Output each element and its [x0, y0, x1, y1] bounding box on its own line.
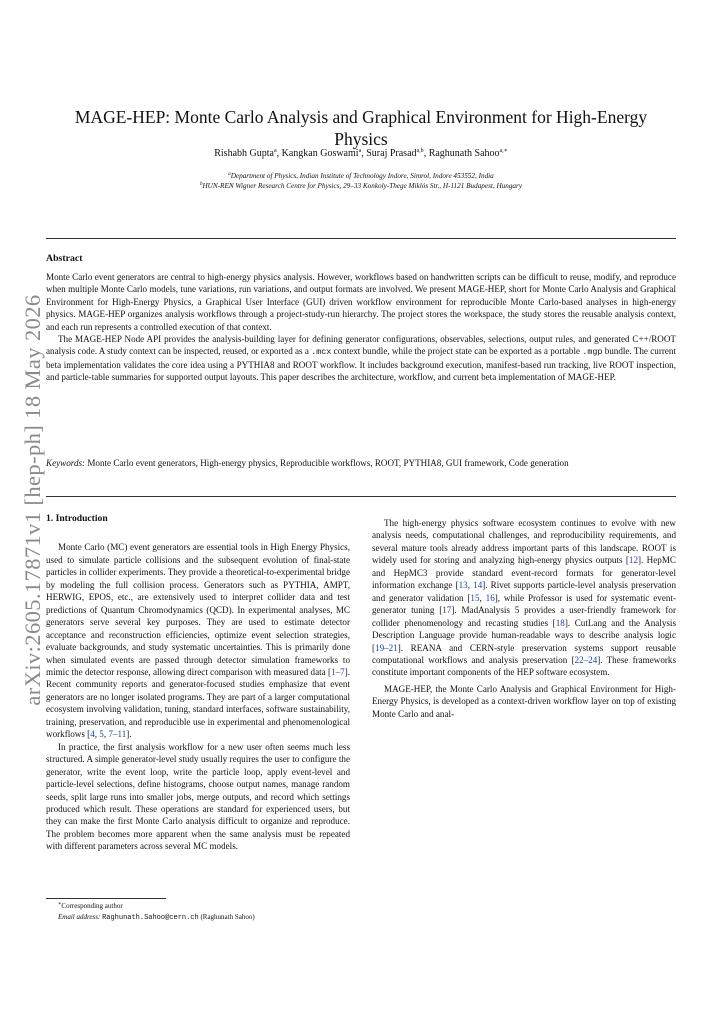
citation-link[interactable]: 19–21 [375, 642, 398, 653]
footnote-corresponding: ∗Corresponding author [58, 902, 123, 910]
divider-bottom [46, 496, 676, 497]
abstract-body [46, 271, 676, 384]
author-list [46, 147, 676, 160]
affiliation: $^a$Department of Physics, Indian Institute of Technology Indore, Simrol, Indore 453552, India [228, 172, 494, 180]
affiliation: $^b$HUN-REN Wigner Research Centre for Physics, 29–33 Konkoly-Thege Miklós Str., H-1121 Budapest, Hungary [199, 182, 523, 190]
citation-link[interactable]: 7–11 [108, 729, 127, 740]
arxiv-identifier: arXiv:2605.17871v1 [hep-ph] 18 May 2026 [20, 294, 45, 706]
affiliations [46, 171, 676, 191]
author: Raghunath Sahoo$^{a,∗}$ [428, 148, 508, 159]
keywords-text: Monte Carlo event generators, High-energy physics, Reproducible workflows, ROOT, PYTHIA8, GUI framework, Code generation [85, 458, 569, 468]
citation-link[interactable]: 5 [99, 729, 104, 740]
citation-link[interactable]: 1–7 [331, 666, 345, 677]
paper-title: MAGE-HEP: Monte Carlo Analysis and Graphical Environment for High-Energy Physics [74, 107, 648, 149]
intro-paragraph: Monte Carlo (MC) event generators are essential tools in High Energy Physics, used to simulate particle collisions and the subsequent evolution of final-state particles in collider experiments. They provide a theoretical-to-experimental bridge by modeling the full collision process. Generators such as PYTHIA, AMPT, HERWIG, EPOS, etc., are extensively used to interpret collider data and test predictions of Quantum Chromodynamics (QCD). In experimental analyses, MC generators serve several key purposes. They are used to estimate detector acceptance and reconstruction efficiencies, optimize event selection strategies, evaluate backgrounds, and study systematic uncertainties. This is primarily done when simulated events are passed through detector simulation frameworks to mimic the detector response, allowing direct comparison with measured data [1–7]. Recent community reports and generator-focused studies emphasize that event generators are no longer isolated programs. They are part of a larger computational ecosystem involving validation, tuning, standard interfaces, software sustainability, training, preservation, and reproducible use in experimental and phenomenological workflows [4, 5, 7–11]. [46, 542, 350, 740]
left-column [46, 513, 350, 853]
arxiv-identifier-stamp [18, 294, 48, 706]
section-heading: 1. Introduction [46, 513, 108, 524]
keywords [46, 457, 676, 469]
footnote-email: Email address: Raghunath.Sahoo@cern.ch (Raghunath Sahoo) [58, 912, 255, 922]
abstract-paragraph: The MAGE-HEP Node API provides the analysis-building layer for defining generator configurations, observables, selections, output rules, and generated C++/ROOT analysis code. A study context can be inspected, reused, or exported as a .mcx context bundle, while the project state can be exported as a portable .mgp bundle. The current beta implementation validates the core idea using a PYTHIA8 and ROOT workflow. It includes background execution, manifest-based run tracking, live ROOT inspection, and particle-table summaries for supported output layouts. This paper describes the architecture, workflow, and current beta implementation of MAGE-HEP. [46, 334, 676, 383]
divider-top [46, 238, 676, 239]
abstract-paragraph: Monte Carlo event generators are central to high-energy physics analysis. However, workflows based on handwritten scripts can be difficult to reuse, modify, and reproduce when multiple Monte Carlo models, tune variations, run variations, and output formats are involved. We present MAGE-HEP, short for Monte Carlo Analysis and Graphical Environment for High-Energy Physics, a Graphical User Interface (GUI) driven workflow environment for reproducible Monte Carlo-based analyses in high-energy physics. MAGE-HEP organizes analysis workflows through a project-study-run hierarchy. The project stores the workspace, the study stores the reusable analysis context, and each run represents a controlled execution of that context. [46, 272, 676, 332]
author: Suraj Prasad$^{a,b}$, [366, 148, 429, 159]
citation-link[interactable]: 4 [90, 729, 95, 740]
right-column [372, 513, 676, 720]
footnote [46, 901, 350, 923]
citation-link[interactable]: 16 [485, 592, 495, 603]
intro-paragraph: The high-energy physics software ecosystem continues to evolve with new analysis needs, computational challenges, and reproducibility requirements, and several mature tools already address important parts of this landscape. ROOT is widely used for storing and analyzing high-energy physics outputs [12]. HepMC and HepMC3 provide standard event-record formats for generator-level information exchange [13, 14]. Rivet supports particle-level analysis preservation and generator validation [15, 16], while Professor is used for systematic event-generator tuning [17]. MadAnalysis 5 provides a user-friendly framework for collider phenomenology and recasting studies [18]. CutLang and the Analysis Description Language provide human-readable ways to describe analysis logic [19–21]. REANA and CERN-style preservation systems support reusable computational workflows and analysis preservation [22–24]. These frameworks constitute important components of the HEP software ecosystem. [372, 518, 677, 678]
citation-link[interactable]: 12 [628, 555, 639, 566]
author: Rishabh Gupta$^a$, [214, 148, 282, 159]
intro-paragraph: In practice, the first analysis workflow for a new user often seems much less structured. A simple generator-level study usually requires the user to configure the generator, write the event loop, write the particle loop, apply event-level and particle-level selections, define histograms, choose output names, manage random seeds, split large runs into smaller jobs, merge outputs, and record which settings produced which result. These operations are standard for experienced users, but they can make the first Monte Carlo analysis difficult to organize and reproduce. The problem becomes more apparent when the same analysis must be repeated with different parameters across several MC models. [46, 741, 350, 852]
author: Kangkan Goswami$^a$, [281, 148, 367, 159]
intro-paragraph: MAGE-HEP, the Monte Carlo Analysis and Graphical Environment for High-Energy Physics, is developed as a context-driven workflow layer on top of existing Monte Carlo and anal- [372, 683, 676, 719]
abstract-heading: Abstract [46, 253, 83, 264]
citation-link[interactable]: 14 [473, 580, 483, 591]
citation-link[interactable]: 15 [470, 592, 480, 603]
citation-link[interactable]: 22–24 [574, 654, 598, 665]
citation-link[interactable]: 17 [442, 605, 452, 616]
email-link[interactable]: Raghunath.Sahoo@cern.ch [102, 913, 199, 922]
citation-link[interactable]: 13 [458, 580, 468, 591]
code-mgp: .mgp [582, 347, 603, 358]
footnote-rule [46, 898, 166, 899]
keywords-label: Keywords: [46, 458, 86, 468]
code-mcx: .mcx [311, 347, 332, 358]
citation-link[interactable]: 18 [555, 617, 565, 628]
